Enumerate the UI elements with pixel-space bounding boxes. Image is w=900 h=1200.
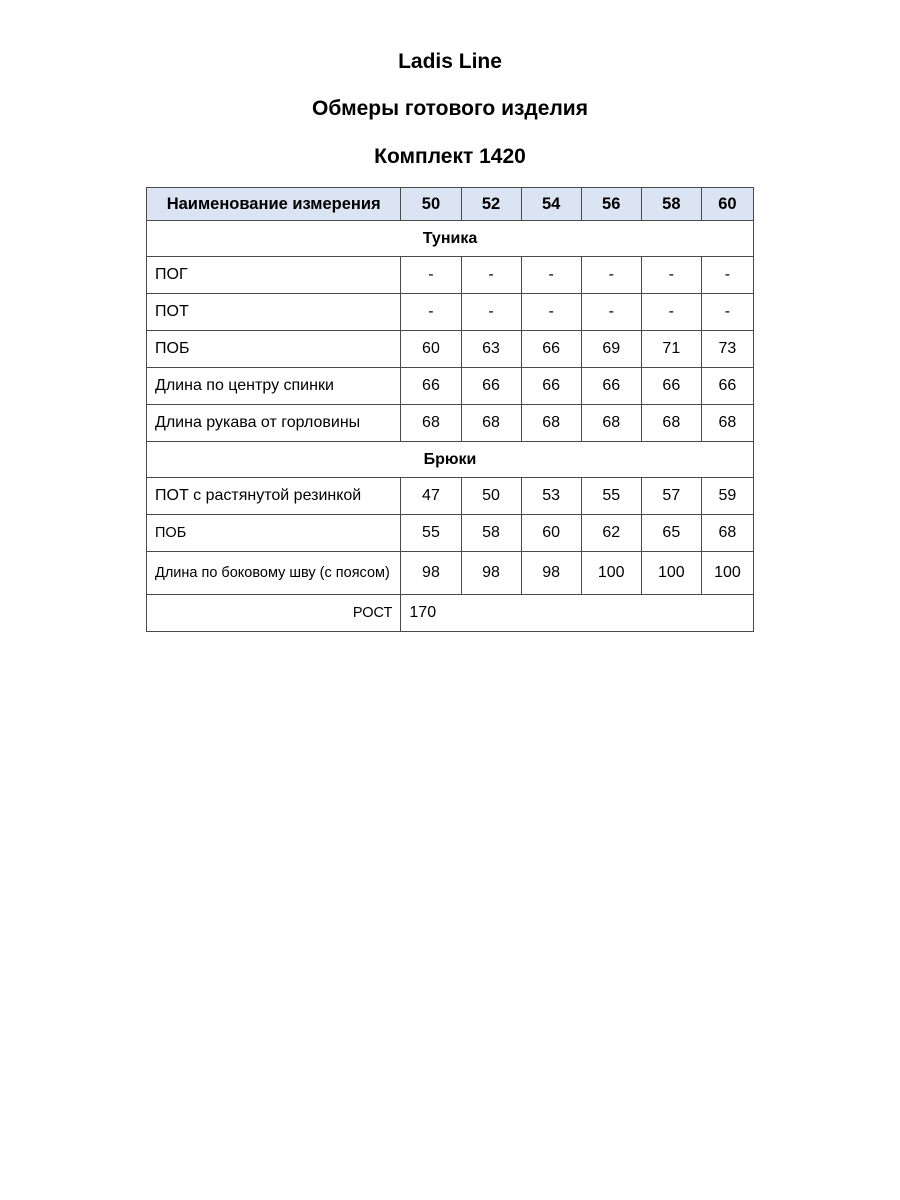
measurement-value: 100: [581, 552, 641, 595]
size-header: 60: [701, 188, 753, 221]
measurement-value: -: [701, 257, 753, 294]
table-row: [147, 257, 754, 294]
height-row: [147, 595, 754, 632]
measurement-value: 60: [401, 331, 461, 368]
measurement-value: 71: [641, 331, 701, 368]
section-row: [147, 442, 754, 478]
measurement-value: 66: [701, 368, 753, 405]
measurement-value: 60: [521, 515, 581, 552]
measurement-value: 47: [401, 478, 461, 515]
table-row: [147, 368, 754, 405]
measurement-value: -: [401, 294, 461, 331]
measurement-value: -: [461, 294, 521, 331]
measurement-value: 68: [461, 405, 521, 442]
table-header-row: [147, 188, 754, 221]
measurement-name: Длина по центру спинки: [147, 368, 401, 405]
section-row: [147, 221, 754, 257]
measurement-name: ПОБ: [147, 331, 401, 368]
measurement-value: -: [521, 294, 581, 331]
size-header: 54: [521, 188, 581, 221]
measurement-name: ПОТ: [147, 294, 401, 331]
measurement-value: 50: [461, 478, 521, 515]
measurement-name: ПОБ: [147, 515, 401, 552]
measurement-value: 68: [581, 405, 641, 442]
measurement-value: 100: [701, 552, 753, 595]
measurement-value: 66: [461, 368, 521, 405]
measurement-value: -: [581, 294, 641, 331]
product-title: Комплект 1420: [374, 145, 526, 168]
measurement-value: -: [521, 257, 581, 294]
table-row: [147, 515, 754, 552]
measurement-value: 98: [461, 552, 521, 595]
measurement-value: 53: [521, 478, 581, 515]
section-title: Брюки: [147, 442, 754, 478]
measurement-value: -: [641, 294, 701, 331]
measurement-value: 62: [581, 515, 641, 552]
measurement-value: 57: [641, 478, 701, 515]
height-value: 170: [401, 595, 754, 632]
measurement-value: 66: [401, 368, 461, 405]
size-header: 52: [461, 188, 521, 221]
measurement-value: 73: [701, 331, 753, 368]
measurement-value: 68: [401, 405, 461, 442]
document-subtitle: Обмеры готового изделия: [312, 97, 588, 120]
table-row: [147, 294, 754, 331]
measurement-name: Длина рукава от горловины: [147, 405, 401, 442]
measurement-value: 68: [701, 515, 753, 552]
measurement-value: 98: [521, 552, 581, 595]
measurement-value: -: [581, 257, 641, 294]
measurement-value: -: [401, 257, 461, 294]
measurement-value: 66: [581, 368, 641, 405]
measurement-value: 66: [521, 331, 581, 368]
measurement-value: 100: [641, 552, 701, 595]
size-header: 50: [401, 188, 461, 221]
measurement-value: 65: [641, 515, 701, 552]
measurements-table: [146, 187, 754, 632]
height-label: РОСТ: [147, 595, 401, 632]
measurement-value: 58: [461, 515, 521, 552]
section-title: Туника: [147, 221, 754, 257]
table-row: [147, 405, 754, 442]
measurement-value: 68: [521, 405, 581, 442]
measurement-value: -: [641, 257, 701, 294]
size-header: 56: [581, 188, 641, 221]
measurement-value: 55: [581, 478, 641, 515]
table-row: [147, 331, 754, 368]
measurement-value: 66: [641, 368, 701, 405]
measurement-name: ПОТ с растянутой резинкой: [147, 478, 401, 515]
brand-title: Ladis Line: [398, 50, 502, 73]
measurement-name: Длина по боковому шву (с поясом): [147, 552, 401, 595]
measurement-value: 98: [401, 552, 461, 595]
measurement-value: 55: [401, 515, 461, 552]
size-header: 58: [641, 188, 701, 221]
measurement-value: 68: [641, 405, 701, 442]
measurement-value: -: [461, 257, 521, 294]
measurement-value: 63: [461, 331, 521, 368]
measurement-value: 69: [581, 331, 641, 368]
measurement-name-header: Наименование измерения: [147, 188, 401, 221]
table-row: [147, 478, 754, 515]
measurement-value: 59: [701, 478, 753, 515]
table-row: [147, 552, 754, 595]
measurement-value: 68: [701, 405, 753, 442]
measurement-name: ПОГ: [147, 257, 401, 294]
measurement-value: -: [701, 294, 753, 331]
measurement-value: 66: [521, 368, 581, 405]
